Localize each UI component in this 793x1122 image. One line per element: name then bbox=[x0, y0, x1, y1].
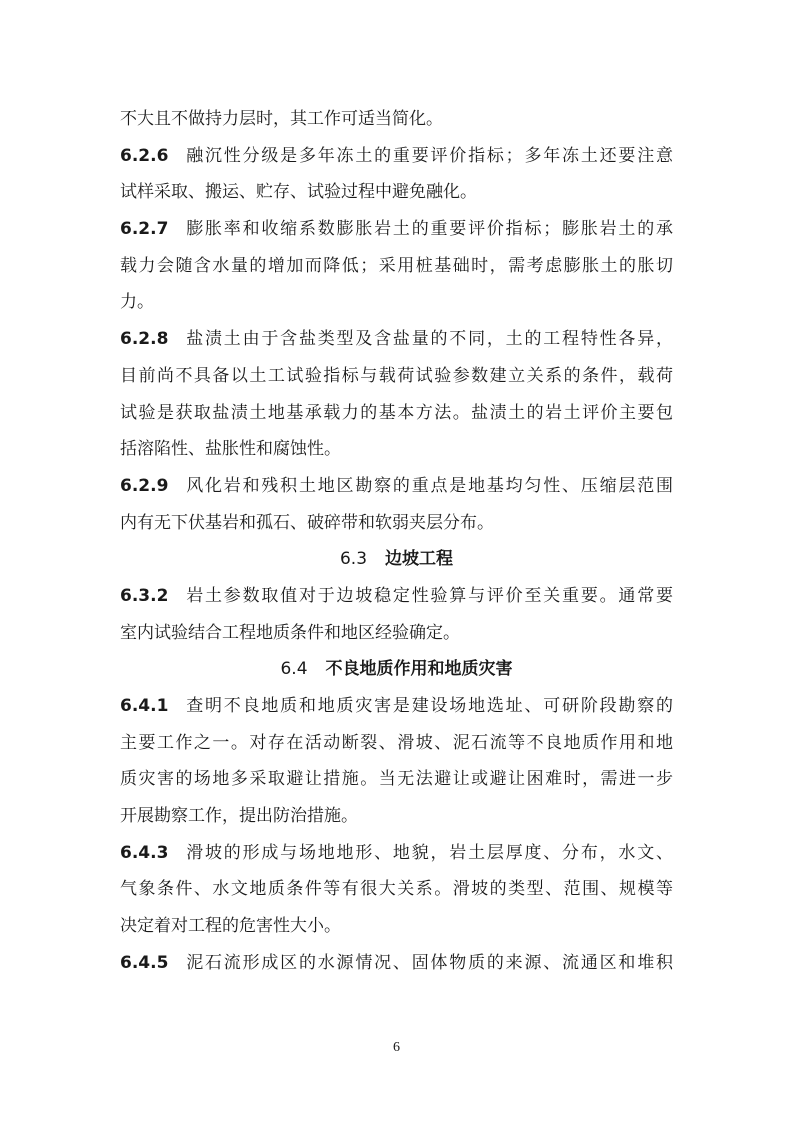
page-number: 6 bbox=[393, 1040, 400, 1055]
line-text: 滑坡的形成与场地地形、地貌，岩土层厚度、分布，水文、 bbox=[184, 842, 673, 863]
text-line bbox=[120, 505, 673, 542]
line-text: 决定着对工程的危害性大小。 bbox=[120, 916, 341, 937]
text-line bbox=[120, 908, 673, 945]
clause-number: 6.2.7 bbox=[120, 219, 169, 240]
clause-number: 6.3.2 bbox=[120, 585, 169, 606]
section-title: 边坡工程 bbox=[385, 549, 454, 570]
line-text: 括溶陷性、盐胀性和腐蚀性。 bbox=[120, 439, 341, 460]
line-text: 试验是获取盐渍土地基承载力的基本方法。盐渍土的岩土评价主要包 bbox=[120, 402, 673, 423]
clause-number: 6.2.9 bbox=[120, 475, 169, 496]
section-number: 6.3 bbox=[339, 549, 368, 570]
line-text: 主要工作之一。对存在活动断裂、滑坡、泥石流等不良地质作用和地 bbox=[120, 732, 673, 753]
line-text: 查明不良地质和地质灾害是建设场地选址、可研阶段勘察的 bbox=[184, 696, 673, 716]
text-line bbox=[120, 248, 673, 285]
clause-first-line bbox=[120, 211, 673, 248]
text-line bbox=[120, 615, 673, 652]
clause-first-line bbox=[120, 688, 673, 725]
clause-first-line bbox=[120, 835, 673, 872]
line-text: 泥石流形成区的水源情况、固体物质的来源、流通区和堆积 bbox=[184, 952, 673, 973]
line-text: 试样采取、搬运、贮存、试验过程中避免融化。 bbox=[120, 182, 477, 203]
text-line bbox=[120, 358, 673, 395]
line-text: 载力会随含水量的增加而降低；采用桩基础时，需考虑膨胀土的胀切 bbox=[120, 255, 673, 276]
section-heading bbox=[120, 541, 673, 578]
clause-number: 6.4.1 bbox=[120, 696, 169, 716]
document-body bbox=[120, 101, 673, 982]
line-text: 室内试验结合工程地质条件和地区经验确定。 bbox=[120, 622, 460, 643]
line-text: 内有无下伏基岩和孤石、破碎带和软弱夹层分布。 bbox=[120, 512, 494, 533]
clause-number: 6.2.6 bbox=[120, 145, 169, 166]
line-text: 目前尚不具备以土工试验指标与载荷试验参数建立关系的条件，载荷 bbox=[120, 365, 673, 386]
line-text: 风化岩和残积土地区勘察的重点是地基均匀性、压缩层范围 bbox=[184, 475, 673, 496]
clause-first-line bbox=[120, 945, 673, 982]
section-title: 不良地质作用和地质灾害 bbox=[325, 659, 513, 680]
line-text: 融沉性分级是多年冻土的重要评价指标；多年冻土还要注意 bbox=[184, 145, 673, 166]
text-line bbox=[120, 761, 673, 798]
section-number: 6.4 bbox=[280, 659, 308, 680]
text-line bbox=[120, 284, 673, 321]
line-text: 质灾害的场地多采取避让措施。当无法避让或避让困难时，需进一步 bbox=[120, 769, 673, 790]
clause-first-line bbox=[120, 468, 673, 505]
clause-first-line bbox=[120, 578, 673, 615]
text-line bbox=[120, 174, 673, 211]
text-line bbox=[120, 871, 673, 908]
clause-number: 6.2.8 bbox=[120, 329, 169, 350]
clause-first-line bbox=[120, 321, 673, 358]
line-text: 盐渍土由于含盐类型及含盐量的不同，土的工程特性各异， bbox=[184, 329, 673, 350]
section-heading bbox=[120, 651, 673, 688]
clause-number: 6.4.3 bbox=[120, 842, 169, 863]
line-text: 不大且不做持力层时，其工作可适当简化。 bbox=[120, 109, 443, 129]
text-line bbox=[120, 395, 673, 432]
line-text: 力。 bbox=[120, 292, 154, 313]
clause-number: 6.4.5 bbox=[120, 952, 169, 973]
line-text: 开展勘察工作，提出防治措施。 bbox=[120, 806, 358, 827]
line-text: 气象条件、水文地质条件等有很大关系。滑坡的类型、范围、规模等 bbox=[120, 879, 673, 900]
text-line bbox=[120, 725, 673, 762]
text-line bbox=[120, 431, 673, 468]
text-line bbox=[120, 101, 673, 138]
text-line bbox=[120, 798, 673, 835]
line-text: 岩土参数取值对于边坡稳定性验算与评价至关重要。通常要 bbox=[184, 585, 673, 606]
line-text: 膨胀率和收缩系数膨胀岩土的重要评价指标；膨胀岩土的承 bbox=[184, 219, 673, 240]
clause-first-line bbox=[120, 138, 673, 175]
